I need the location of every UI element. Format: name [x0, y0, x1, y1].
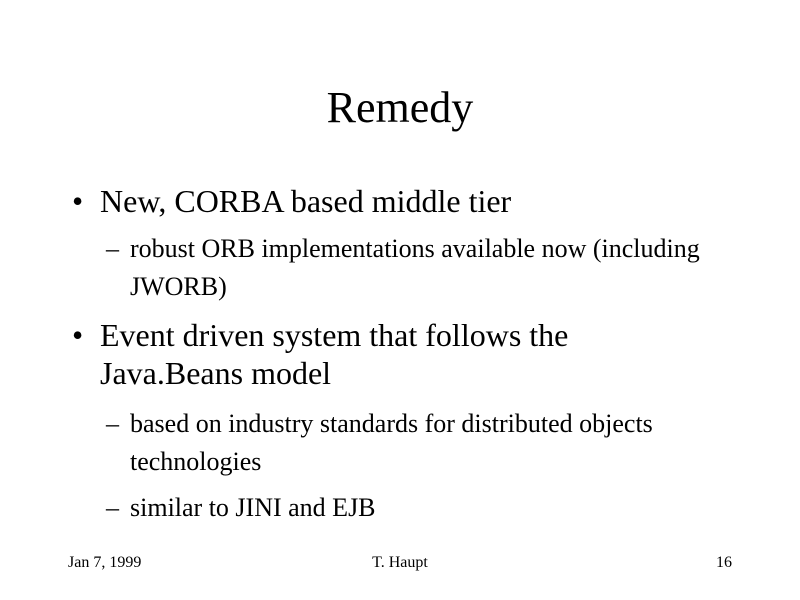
footer-author: T. Haupt: [372, 554, 428, 571]
sub-bullet-text: similar to JINI and EJB: [130, 493, 376, 522]
sub-bullet-item: [106, 230, 726, 306]
bullet-item: [72, 182, 712, 220]
footer-page-number: 16: [716, 554, 732, 571]
sub-bullet-marker: –: [106, 409, 119, 438]
sub-bullet-marker: –: [106, 493, 119, 522]
footer-date: Jan 7, 1999: [68, 554, 142, 571]
sub-bullet-marker: –: [106, 234, 119, 263]
sub-bullet-text: based on industry standards for distributed objects technologies: [130, 409, 653, 476]
bullet-marker: •: [72, 183, 84, 219]
sub-bullet-text: robust ORB implementations available now (including JWORB): [130, 234, 700, 301]
bullet-marker: •: [72, 317, 84, 353]
sub-bullet-item: [106, 489, 726, 527]
bullet-text: Event driven system that follows the Java.Beans model: [100, 317, 569, 391]
bullet-item: [72, 316, 712, 392]
slide-title: Remedy: [326, 83, 474, 132]
bullet-text: New, CORBA based middle tier: [100, 183, 512, 219]
sub-bullet-item: [106, 405, 726, 481]
